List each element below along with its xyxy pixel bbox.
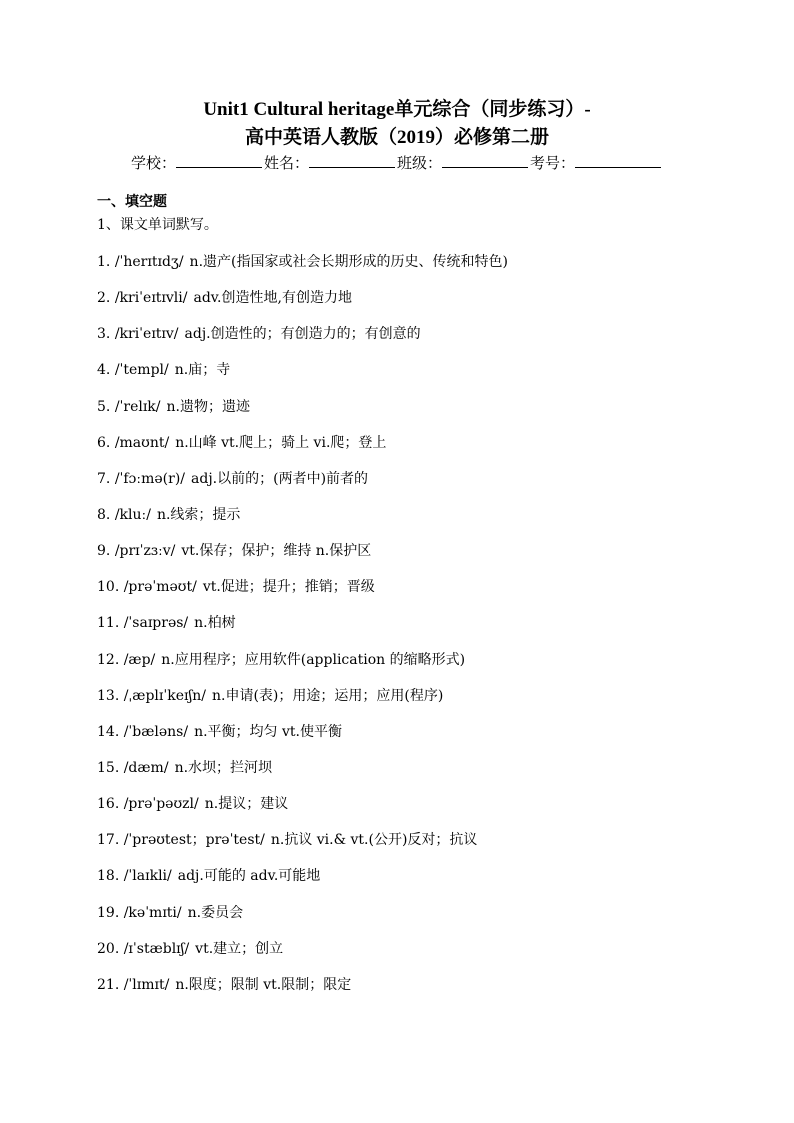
vocab-number: 4. — [97, 362, 111, 379]
vocab-item — [97, 939, 717, 975]
vocab-definition: n.应用程序；应用软件(application 的缩略形式) — [161, 651, 466, 668]
vocab-definition: n.申请(表)；用途；运用；应用(程序) — [212, 687, 444, 704]
document-title-line-2: 高中英语人教版（2019）必修第二册 — [244, 127, 549, 148]
vocab-definition: n.水坝；拦河坝 — [174, 759, 273, 776]
vocab-definition: n.抗议 vi.& vt.(公开)反对；抗议 — [270, 832, 478, 849]
vocab-number: 2. — [97, 290, 111, 307]
school-blank[interactable] — [176, 153, 262, 168]
document-title-line-1: Unit1 Cultural heritage单元综合（同步练习）- — [203, 99, 591, 120]
vocab-item — [97, 360, 717, 396]
school-label: 学校： — [130, 154, 176, 172]
vocab-number: 21. — [97, 976, 120, 993]
vocab-definition: n.遗物；遗迹 — [166, 398, 250, 415]
name-label: 姓名： — [263, 154, 309, 172]
vocab-number: 6. — [97, 434, 111, 451]
vocab-item — [97, 686, 717, 722]
vocab-item — [97, 469, 717, 505]
vocab-pronunciation: /ˈherɪtɪdʒ/ — [114, 254, 184, 270]
vocab-item — [97, 975, 717, 1011]
section-heading: 一、填空题 — [97, 194, 167, 210]
class-blank[interactable] — [442, 153, 528, 168]
vocab-item — [97, 758, 717, 794]
vocab-definition: adj.以前的；(两者中)前者的 — [191, 470, 369, 487]
vocab-definition: adv.创造性地,有创造力地 — [193, 290, 352, 307]
vocab-definition: n.庙；寺 — [174, 362, 231, 379]
exam-number-label: 考号： — [530, 154, 576, 172]
vocab-pronunciation: /ˈlaɪkli/ — [123, 868, 172, 885]
vocab-definition: n.限度；限制 vt.限制；限定 — [175, 976, 352, 993]
vocab-item — [97, 505, 717, 541]
vocab-number: 17. — [97, 832, 120, 849]
name-blank[interactable] — [309, 153, 395, 168]
vocab-number: 9. — [97, 543, 111, 560]
vocab-pronunciation: /kriˈeɪtɪv/ — [114, 326, 179, 343]
vocab-pronunciation: /ˈrelɪk/ — [114, 398, 161, 415]
vocab-pronunciation: /ˈtempl/ — [114, 362, 169, 379]
vocab-definition: vt.建立；创立 — [195, 940, 284, 957]
vocab-number: 1. — [97, 254, 111, 270]
vocab-number: 5. — [97, 398, 111, 415]
vocab-pronunciation: /æp/ — [123, 651, 156, 668]
class-label: 班级： — [397, 154, 443, 172]
school-field — [131, 152, 264, 174]
vocab-item — [97, 577, 717, 613]
vocab-number: 7. — [97, 470, 111, 487]
vocab-number: 19. — [97, 904, 120, 921]
vocab-pronunciation: /ˈfɔːmə(r)/ — [114, 470, 186, 487]
vocab-item — [97, 830, 717, 866]
vocab-item — [97, 252, 717, 288]
vocab-number: 18. — [97, 868, 120, 885]
vocab-number: 12. — [97, 651, 120, 668]
vocab-item — [97, 903, 717, 939]
vocab-pronunciation: /ˈbæləns/ — [123, 723, 189, 740]
student-info-line — [0, 152, 794, 174]
vocab-pronunciation: /prɪˈzɜːv/ — [114, 543, 176, 560]
vocab-definition: n.平衡；均匀 vt.使平衡 — [194, 723, 342, 740]
vocab-item — [97, 722, 717, 758]
vocab-definition: adj.可能的 adv.可能地 — [177, 868, 321, 885]
exam-number-field — [530, 152, 663, 174]
vocab-number: 14. — [97, 723, 120, 740]
vocab-definition: vt.保存；保护；维持 n.保护区 — [181, 543, 372, 560]
vocab-definition: n.柏树 — [194, 615, 236, 632]
vocab-pronunciation: /ˈprəʊtest；prəˈtest/ — [123, 832, 265, 849]
vocab-item — [97, 613, 717, 649]
vocab-item — [97, 324, 717, 360]
vocab-pronunciation: /prəˈpəʊzl/ — [123, 796, 199, 813]
vocab-pronunciation: /maʊnt/ — [114, 434, 170, 451]
vocab-number: 10. — [97, 579, 120, 596]
vocab-number: 13. — [97, 687, 120, 704]
vocab-definition: n.山峰 vt.爬上；骑上 vi.爬；登上 — [175, 434, 387, 451]
vocab-number: 11. — [97, 615, 120, 632]
name-field — [264, 152, 397, 174]
vocab-pronunciation: /prəˈməʊt/ — [123, 579, 197, 596]
vocab-pronunciation: /kriˈeɪtɪvli/ — [114, 290, 188, 307]
vocab-pronunciation: /kluː/ — [114, 506, 151, 523]
vocab-number: 15. — [97, 759, 120, 776]
question-title: 1、课文单词默写。 — [97, 217, 218, 233]
vocab-pronunciation: /ˈlɪmɪt/ — [123, 976, 170, 993]
vocab-pronunciation: /kəˈmɪti/ — [123, 904, 182, 921]
vocab-pronunciation: /ɪˈstæblɪʃ/ — [123, 940, 190, 957]
vocab-definition: n.线索；提示 — [156, 506, 241, 523]
vocab-item — [97, 541, 717, 577]
vocab-number: 16. — [97, 796, 120, 813]
vocab-item — [97, 397, 717, 433]
vocab-number: 20. — [97, 940, 120, 957]
vocab-number: 3. — [97, 326, 111, 343]
vocab-pronunciation: /ˌæplɪˈkeɪʃn/ — [123, 687, 206, 704]
vocab-definition: vt.促进；提升；推销；晋级 — [202, 579, 375, 596]
vocab-item — [97, 866, 717, 902]
exam-number-blank[interactable] — [575, 153, 661, 168]
vocab-number: 8. — [97, 506, 111, 523]
vocab-item — [97, 650, 717, 686]
vocab-item — [97, 433, 717, 469]
vocab-item — [97, 794, 717, 830]
vocab-definition: adj.创造性的；有创造力的；有创意的 — [184, 326, 421, 343]
vocab-definition: n.遗产(指国家或社会长期形成的历史、传统和特色) — [189, 254, 508, 270]
vocab-list — [97, 252, 717, 1011]
vocab-pronunciation: /dæm/ — [123, 759, 169, 776]
class-field — [397, 152, 530, 174]
vocab-definition: n.委员会 — [187, 904, 244, 921]
vocab-definition: n.提议；建议 — [204, 796, 289, 813]
vocab-pronunciation: /ˈsaɪprəs/ — [123, 615, 189, 632]
vocab-item — [97, 288, 717, 324]
